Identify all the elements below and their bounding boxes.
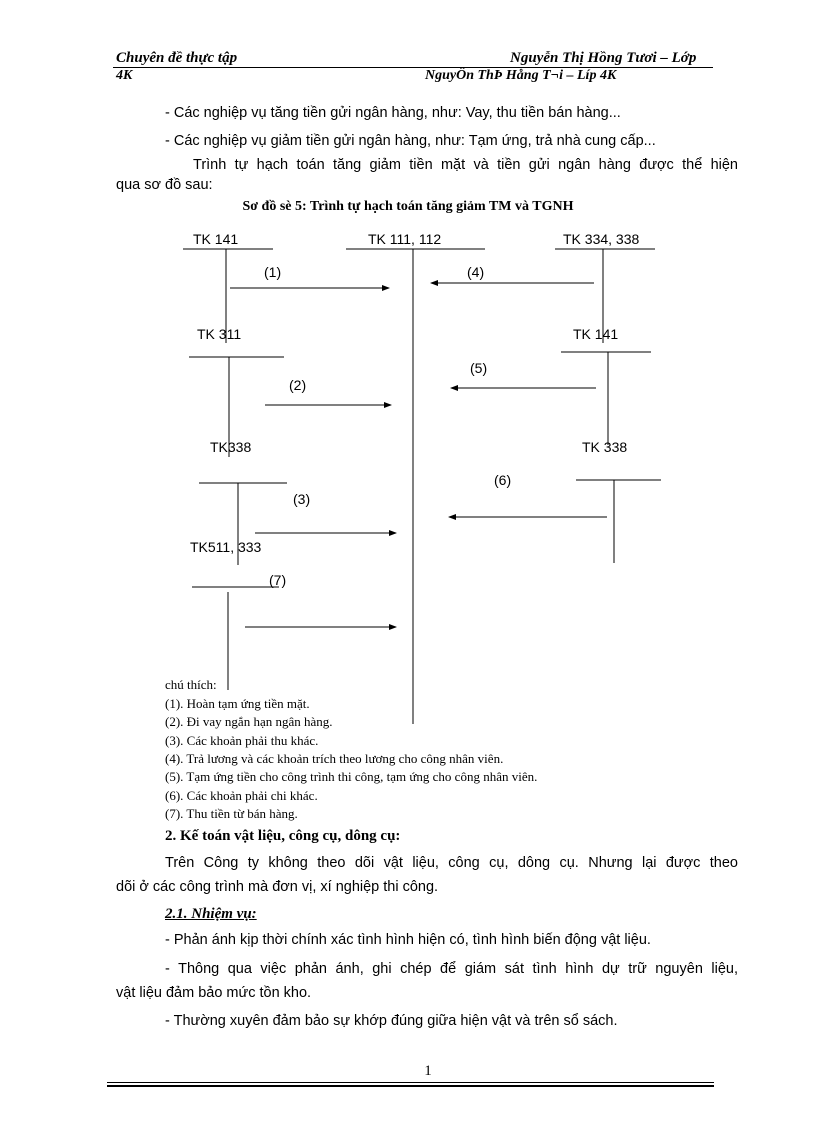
legend-item: (3). Các khoản phải thu khác. xyxy=(165,733,319,748)
header-right-line2: NguyÔn ThÞ Hång T¬i – Líp 4K xyxy=(425,68,617,83)
legend-item: (5). Tạm ứng tiền cho công trình thi công, tạm ứng cho công nhân viên. xyxy=(165,769,538,784)
intro-bullet-2: - Các nghiệp vụ giảm tiền gửi ngân hàng, như: Tạm ứng, trả nhà cung cấp... xyxy=(165,133,656,149)
step-label-2: (2) xyxy=(289,377,307,393)
section-2-paragraph-line2: dõi ở các công trình mà đơn vị, xí nghiệp thi công. xyxy=(116,879,439,895)
step-label-7: (7) xyxy=(269,572,287,588)
section-2-1-bullet-2-line1: - Thông qua việc phản ánh, ghi chép để giám sát tình hình dự trữ nguyên liệu, xyxy=(165,961,738,977)
account-label-141-right: TK 141 xyxy=(573,326,619,342)
header-left-line2: 4K xyxy=(116,68,133,83)
section-2-1-heading: 2.1. Nhiệm vụ: xyxy=(165,906,257,922)
step-label-1: (1) xyxy=(264,264,282,280)
section-2-heading: 2. Kế toán vật liệu, công cụ, dông cụ: xyxy=(165,828,401,844)
section-2-paragraph-line1: Trên Công ty không theo dõi vật liệu, công cụ, dông cụ. Nhưng lại được theo xyxy=(165,855,738,871)
step-label-3: (3) xyxy=(293,491,311,507)
legend-item: (4). Trả lương và các khoản trích theo lương cho công nhân viên. xyxy=(165,751,504,766)
account-label-338-left: TK338 xyxy=(210,439,252,455)
footer-rule-top xyxy=(107,1082,714,1083)
footer-rule-bottom xyxy=(107,1085,714,1087)
section-2-1-bullet-3: - Thường xuyên đảm bảo sự khớp đúng giữa hiện vật và trên sổ sách. xyxy=(165,1013,618,1029)
legend-item: (1). Hoàn tạm ứng tiền mặt. xyxy=(165,696,310,711)
step-label-4: (4) xyxy=(467,264,485,280)
account-label-334-338: TK 334, 338 xyxy=(563,231,640,247)
intro-bullet-1: - Các nghiệp vụ tăng tiền gửi ngân hàng, như: Vay, thu tiền bán hàng... xyxy=(165,105,621,121)
intro-paragraph-line2: qua sơ đồ sau: xyxy=(116,177,213,193)
intro-paragraph-line1: Trình tự hạch toán tăng giảm tiền mặt và tiền gửi ngân hàng được thể hiện xyxy=(193,157,738,173)
account-label-311: TK 311 xyxy=(197,326,242,342)
step-label-5: (5) xyxy=(470,360,488,376)
header-right: Nguyễn Thị Hồng Tươi – Lớp xyxy=(510,50,697,66)
diagram-title: Sơ đồ sè 5: Trình tự hạch toán tăng giảm TM và TGNH xyxy=(242,199,574,214)
account-label-141-left: TK 141 xyxy=(193,231,239,247)
account-label-511-333: TK511, 333 xyxy=(190,539,262,555)
section-2-1-bullet-2-line2: vật liệu đảm bảo mức tồn kho. xyxy=(116,985,312,1001)
legend-title: chú thích: xyxy=(165,677,217,692)
legend-item: (6). Các khoản phải chi khác. xyxy=(165,788,318,803)
legend-item: (7). Thu tiền từ bán hàng. xyxy=(165,806,298,821)
header-left: Chuyên đề thực tập xyxy=(116,50,238,66)
step-label-6: (6) xyxy=(494,472,512,488)
section-2-1-bullet-1: - Phản ánh kịp thời chính xác tình hình hiện có, tình hình biến động vật liệu. xyxy=(165,932,651,948)
account-label-338-right: TK 338 xyxy=(582,439,628,455)
page-number: 1 xyxy=(424,1063,432,1079)
legend-item: (2). Đi vay ngắn hạn ngân hàng. xyxy=(165,714,333,729)
account-label-111-112: TK 111, 112 xyxy=(368,231,442,247)
